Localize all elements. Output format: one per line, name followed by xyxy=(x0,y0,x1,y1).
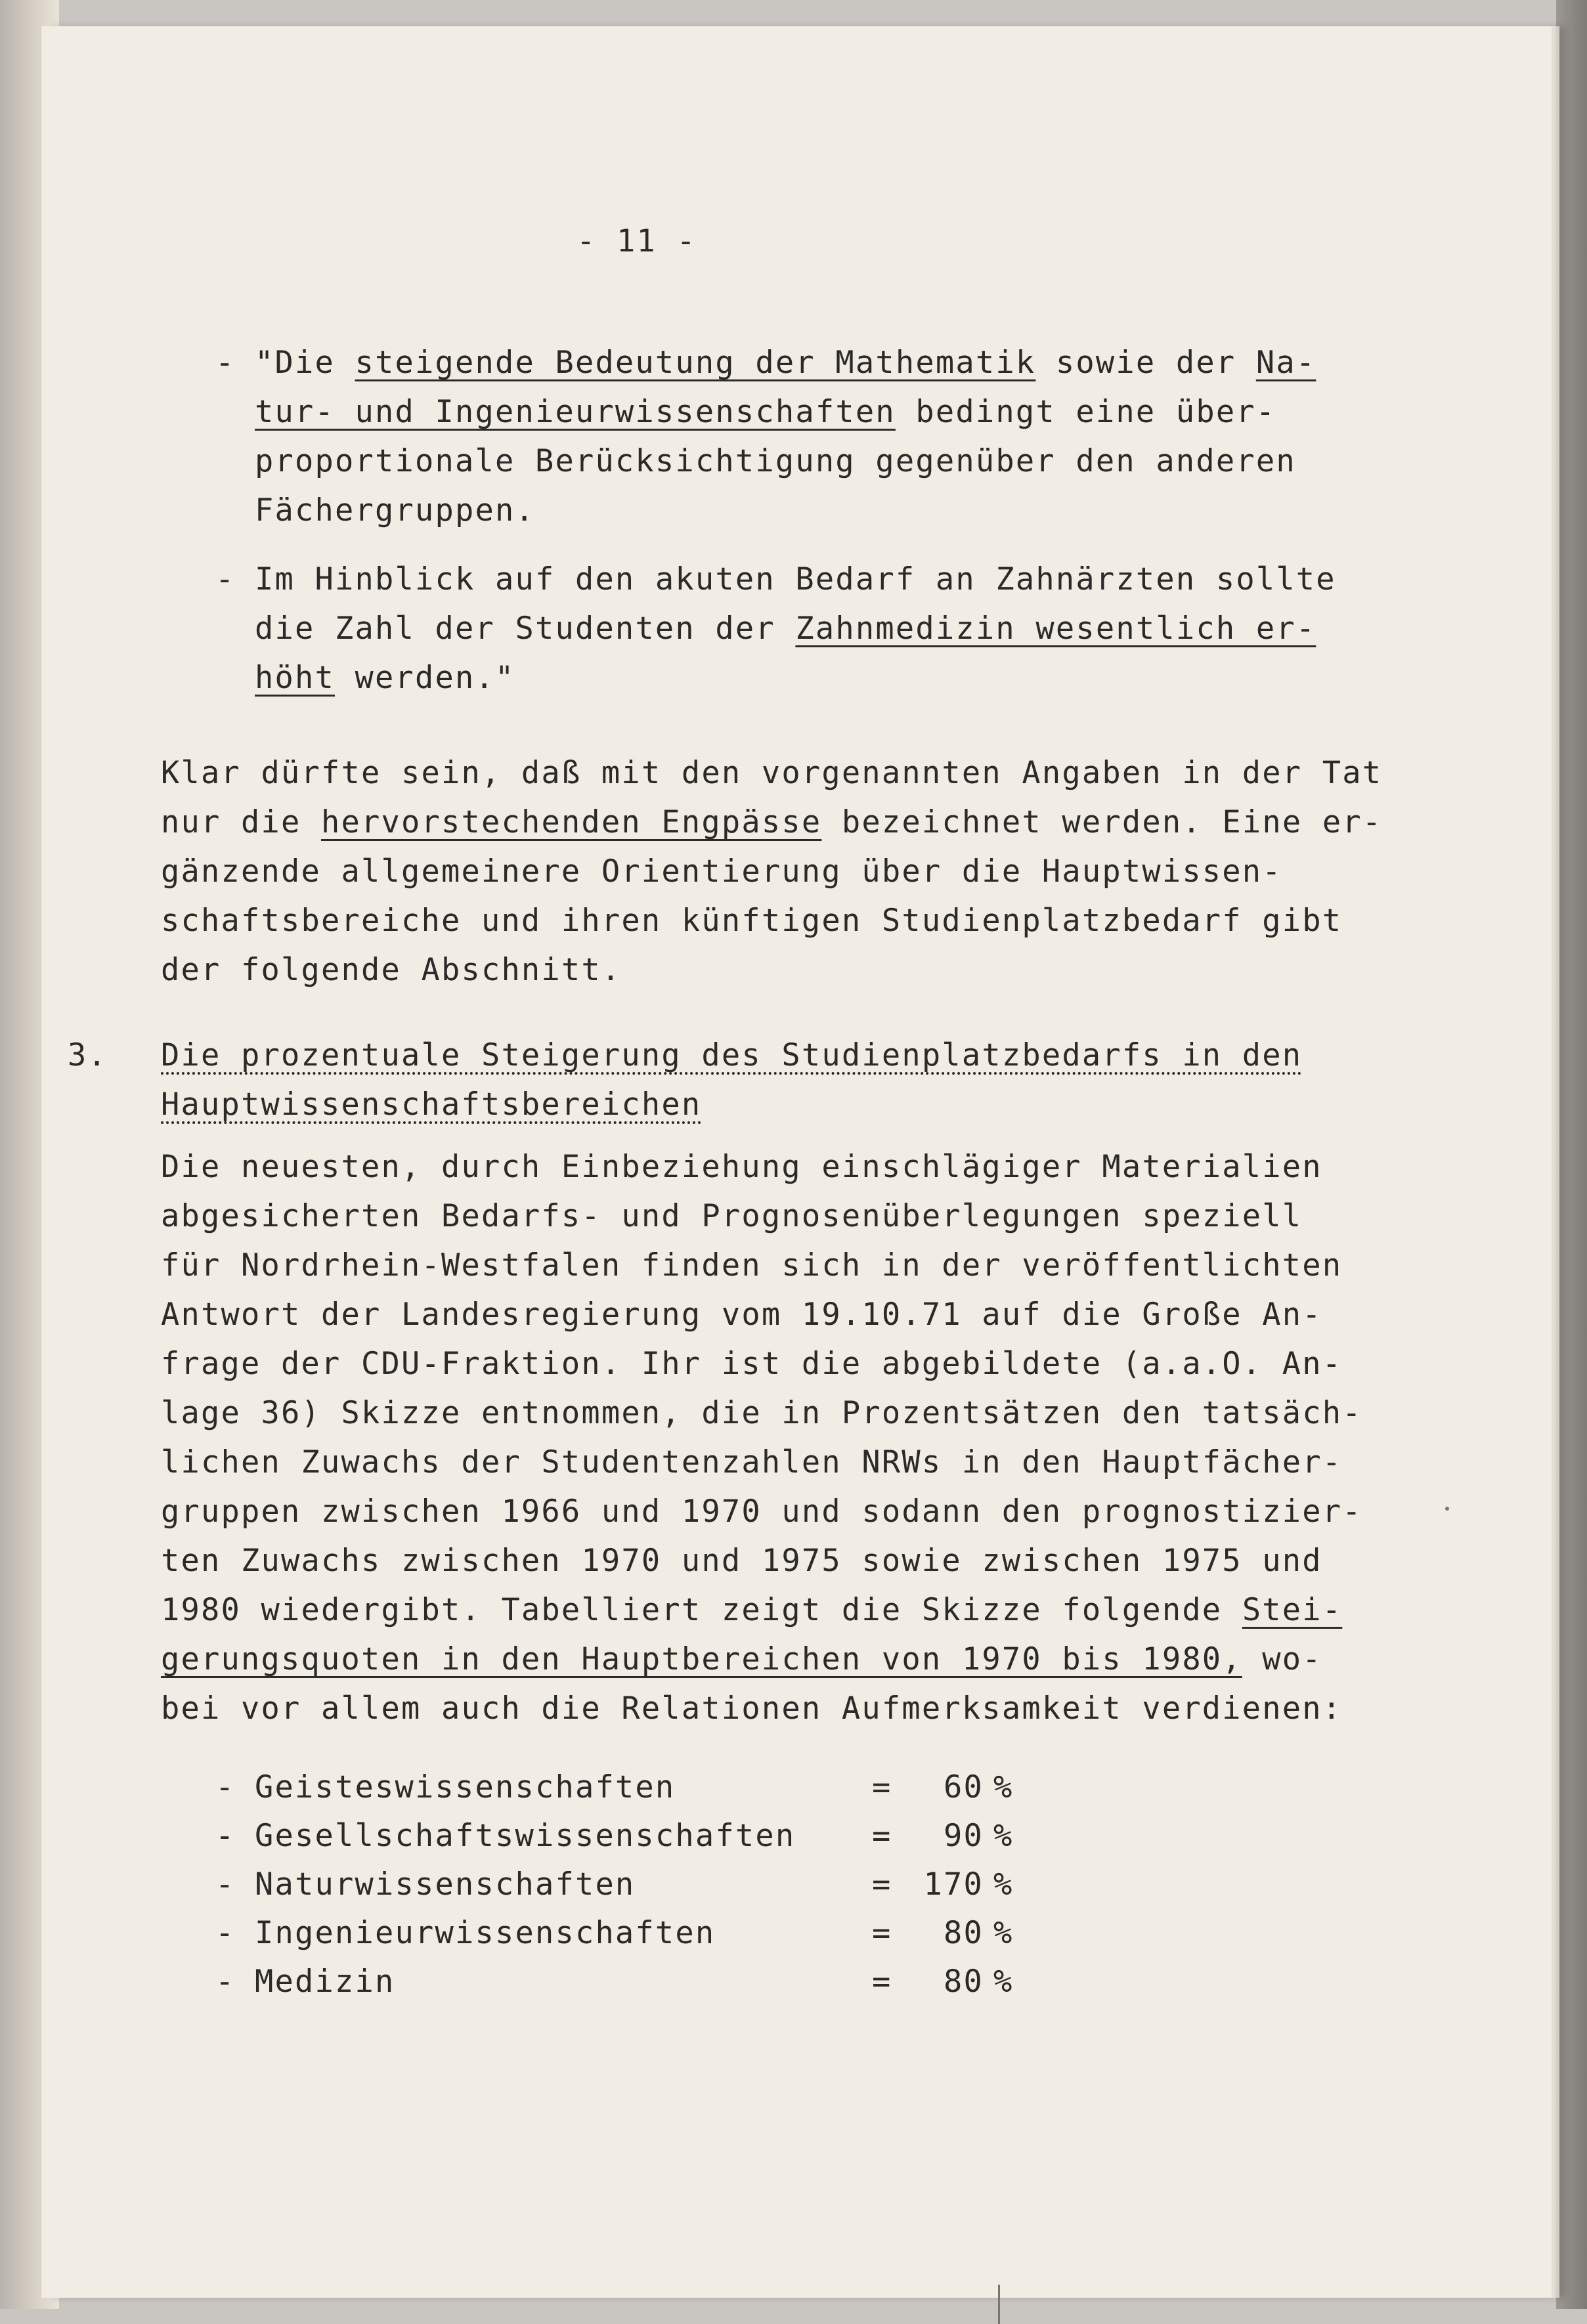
quote-bullet-1-dash: - xyxy=(215,345,236,381)
underlined-text: Zahnmedizin wesentlich er- xyxy=(795,611,1316,647)
rate-equals: = xyxy=(872,1964,892,2000)
rate-equals: = xyxy=(872,1769,892,1805)
rate-label: Ingenieurwissenschaften xyxy=(255,1915,716,1951)
scan-dot xyxy=(1445,1507,1449,1511)
rate-value: 90 xyxy=(944,1818,984,1854)
paragraph-2-line: gerungsquoten in den Hauptbereichen von 1970 bis 1980, wo- xyxy=(161,1641,1322,1677)
quote-bullet-1-line: proportionale Berücksichtigung gegenüber den anderen xyxy=(255,443,1296,479)
rate-value: 170 xyxy=(923,1866,984,1903)
quote-bullet-2-line: die Zahl der Studenten der Zahnmedizin wesentlich er- xyxy=(255,611,1316,647)
document-page xyxy=(39,26,1552,2298)
paragraph-2-line: abgesicherten Bedarfs- und Prognosenüberlegungen speziell xyxy=(161,1198,1303,1234)
rate-unit: % xyxy=(993,1769,1014,1805)
paragraph-2-line: Antwort der Landesregierung vom 19.10.71 auf die Große An- xyxy=(161,1297,1322,1333)
paragraph-2-line: lichen Zuwachs der Studentenzahlen NRWs in den Hauptfächer- xyxy=(161,1444,1343,1480)
paragraph-2-line: Die neuesten, durch Einbeziehung einschlägiger Materialien xyxy=(161,1149,1322,1185)
paragraph-1-line: Klar dürfte sein, daß mit den vorgenannten Angaben in der Tat xyxy=(161,755,1383,791)
section-heading-line-1: Die prozentuale Steigerung des Studienplatzbedarfs in den xyxy=(161,1037,1303,1073)
section-number: 3. xyxy=(68,1037,108,1073)
underlined-text: Na- xyxy=(1255,345,1316,381)
paragraph-2-line: für Nordrhein-Westfalen finden sich in der veröffentlichten xyxy=(161,1247,1343,1283)
rate-equals: = xyxy=(872,1866,892,1903)
rate-value: 60 xyxy=(944,1769,984,1805)
paragraph-2-line: 1980 wiedergibt. Tabelliert zeigt die Skizze folgende Stei- xyxy=(161,1592,1343,1628)
rate-equals: = xyxy=(872,1915,892,1951)
paragraph-1-line: der folgende Abschnitt. xyxy=(161,952,622,988)
paragraph-1-line: gänzende allgemeinere Orientierung über die Hauptwissen- xyxy=(161,853,1282,890)
paragraph-2-line: lage 36) Skizze entnommen, die in Prozentsätzen den tatsäch- xyxy=(161,1395,1362,1431)
rate-unit: % xyxy=(993,1866,1014,1903)
underlined-text: Stei- xyxy=(1242,1592,1343,1628)
rate-dash: - xyxy=(215,1866,236,1903)
background-right xyxy=(1556,0,1587,2309)
underlined-text: hervorstechenden Engpässe xyxy=(320,804,822,840)
underlined-text: gerungsquoten in den Hauptbereichen von 1970 bis 1980, xyxy=(161,1641,1242,1677)
paragraph-2-line: ten Zuwachs zwischen 1970 und 1975 sowie zwischen 1975 und xyxy=(161,1543,1322,1579)
rate-unit: % xyxy=(993,1818,1014,1854)
rate-dash: - xyxy=(215,1769,236,1805)
paragraph-2-line: bei vor allem auch die Relationen Aufmerksamkeit verdienen: xyxy=(161,1690,1343,1727)
quote-bullet-1-line: Fächergruppen. xyxy=(255,492,535,528)
paragraph-2-line: gruppen zwischen 1966 und 1970 und sodann den prognostizier- xyxy=(161,1494,1362,1530)
rate-unit: % xyxy=(993,1915,1014,1951)
scan-mark xyxy=(998,2285,1000,2324)
quote-bullet-2-line: höht werden." xyxy=(255,660,515,696)
rate-dash: - xyxy=(215,1818,236,1854)
page-number: - 11 - xyxy=(576,223,697,259)
paragraph-2-line: frage der CDU-Fraktion. Ihr ist die abgebildete (a.a.O. An- xyxy=(161,1346,1343,1382)
rate-label: Medizin xyxy=(255,1964,395,2000)
rate-equals: = xyxy=(872,1818,892,1854)
paragraph-1-line: nur die hervorstechenden Engpässe bezeichnet werden. Eine er- xyxy=(161,804,1383,840)
rate-value: 80 xyxy=(944,1915,984,1951)
section-heading-line-2: Hauptwissenschaftsbereichen xyxy=(161,1087,702,1123)
rate-unit: % xyxy=(993,1964,1014,2000)
rate-value: 80 xyxy=(944,1964,984,2000)
quote-bullet-1-line: tur- und Ingenieurwissenschaften bedingt eine über- xyxy=(255,394,1276,430)
quote-bullet-1-line: "Die steigende Bedeutung der Mathematik sowie der Na- xyxy=(255,345,1316,381)
rate-label: Gesellschaftswissenschaften xyxy=(255,1818,796,1854)
underlined-text: steigende Bedeutung der Mathematik xyxy=(355,345,1036,381)
rate-dash: - xyxy=(215,1964,236,2000)
rate-label: Naturwissenschaften xyxy=(255,1866,636,1903)
paragraph-1-line: schaftsbereiche und ihren künftigen Studienplatzbedarf gibt xyxy=(161,903,1343,939)
quote-bullet-2-line: Im Hinblick auf den akuten Bedarf an Zahnärzten sollte xyxy=(255,561,1336,597)
rate-dash: - xyxy=(215,1915,236,1951)
underlined-text: tur- und Ingenieurwissenschaften xyxy=(255,394,896,430)
underlined-text: höht xyxy=(255,660,335,696)
quote-bullet-2-dash: - xyxy=(215,561,236,597)
rate-label: Geisteswissenschaften xyxy=(255,1769,676,1805)
